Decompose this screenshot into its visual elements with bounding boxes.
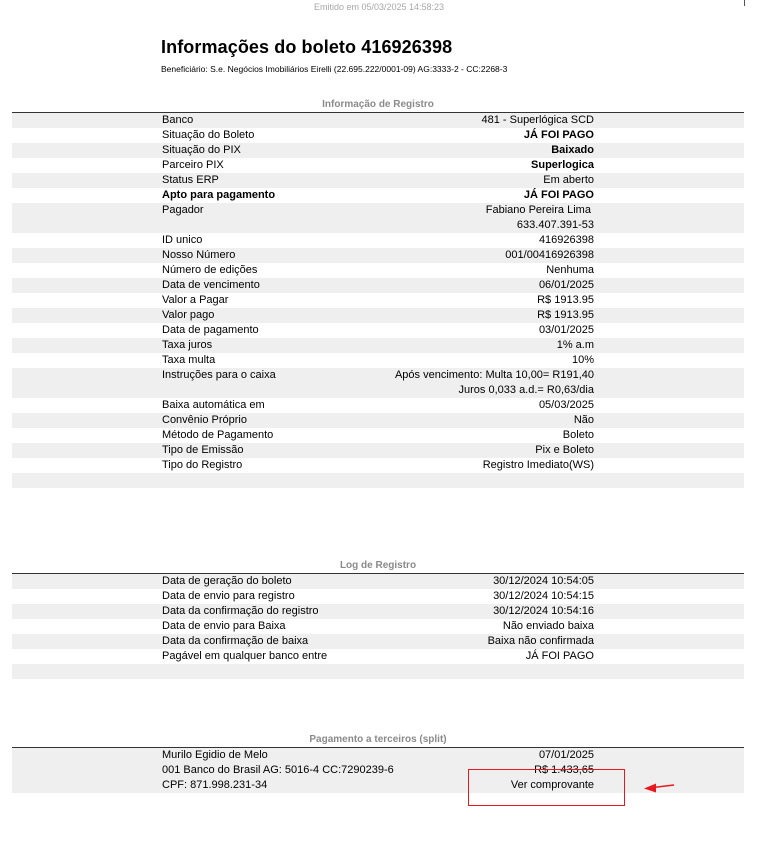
row-label: Método de Pagamento	[162, 429, 274, 441]
row-value: Em aberto	[543, 174, 594, 186]
row-label: Pagável em qualquer banco entre	[162, 650, 328, 662]
table-row	[12, 278, 744, 293]
row-label: Instruções para o caixa	[162, 369, 276, 381]
table-row	[12, 778, 744, 793]
row-value: Após vencimento: Multa 10,00= R191,40	[394, 369, 594, 381]
row-value: 481 - Superlógica SCD	[481, 114, 594, 126]
table-row-empty	[12, 664, 744, 679]
table-row	[12, 649, 744, 664]
emitted-timestamp: Emitido em 05/03/2025 14:58:23	[313, 2, 445, 12]
row-value: 001/00416926398	[505, 249, 594, 261]
row-value: Fabiano Pereira Lima	[485, 204, 594, 216]
row-label: Taxa juros	[162, 339, 213, 351]
table-row	[12, 574, 744, 589]
row-value: Nenhuma	[546, 264, 594, 276]
table-row	[12, 308, 744, 323]
row-label: Situação do Boleto	[162, 129, 255, 141]
row-label: Valor a Pagar	[162, 294, 229, 306]
table-row	[12, 368, 744, 398]
row-label: Murilo Egidio de Melo	[162, 749, 268, 761]
row-value-line2: 633.407.391-53	[516, 219, 594, 231]
row-value: Superlogica	[531, 159, 594, 171]
beneficiary-info: Beneficiário: S.e. Negócios Imobiliários Eirelli (22.695.222/0001-09) AG:3333-2 - CC:2268-3	[161, 64, 508, 74]
row-label: Data de geração do boleto	[162, 575, 292, 587]
row-value: Registro Imediato(WS)	[482, 459, 594, 471]
row-label: Parceiro PIX	[162, 159, 224, 171]
row-label: Tipo do Registro	[162, 459, 243, 471]
table-row	[12, 458, 744, 473]
row-value: 30/12/2024 10:54:15	[493, 590, 594, 602]
table-row	[12, 203, 744, 233]
row-value: 07/01/2025	[538, 749, 594, 761]
row-label: Pagador	[162, 204, 204, 216]
row-value: Baixado	[551, 144, 594, 156]
table-row	[12, 173, 744, 188]
row-label: Banco	[162, 114, 194, 126]
table-row-empty	[12, 473, 744, 488]
row-value: 30/12/2024 10:54:16	[493, 605, 594, 617]
row-value: 416926398	[538, 234, 594, 246]
highlight-box	[468, 769, 625, 806]
row-value: Baixa não confirmada	[487, 635, 594, 647]
row-label: 001 Banco do Brasil AG: 5016-4 CC:7290239-6	[162, 764, 394, 776]
row-label: Data de envio para registro	[162, 590, 295, 602]
row-label: ID unico	[162, 234, 203, 246]
row-value: 10%	[571, 354, 594, 366]
row-label: Valor pago	[162, 309, 215, 321]
row-value: Pix e Boleto	[535, 444, 594, 456]
table-row	[12, 188, 744, 203]
table-row	[12, 143, 744, 158]
table-row	[12, 619, 744, 634]
table-row	[12, 293, 744, 308]
table-row	[12, 748, 744, 763]
row-label: Situação do PIX	[162, 144, 241, 156]
row-label: Número de edições	[162, 264, 258, 276]
registro-table	[12, 113, 744, 488]
table-row	[12, 353, 744, 368]
row-value: JÁ FOI PAGO	[523, 189, 594, 201]
row-value: R$ 1913.95	[537, 294, 594, 306]
log-table	[12, 574, 744, 679]
row-value: Não enviado baixa	[502, 620, 594, 632]
split-heading: Pagamento a terceiros (split)	[309, 734, 447, 745]
row-label: Data de pagamento	[162, 324, 259, 336]
table-row	[12, 113, 744, 128]
row-value: R$ 1913.95	[537, 309, 594, 321]
table-row	[12, 233, 744, 248]
row-value: 1% a.m	[556, 339, 594, 351]
row-value: R$ 1.433,65	[534, 764, 594, 776]
page-title: Informações do boleto 416926398	[161, 37, 453, 57]
log-heading: Log de Registro	[339, 560, 417, 571]
table-row	[12, 604, 744, 619]
arrow-left-icon	[641, 780, 675, 796]
registro-heading: Informação de Registro	[322, 99, 434, 110]
row-label: Status ERP	[162, 174, 219, 186]
row-value: 06/01/2025	[538, 279, 594, 291]
row-value: 05/03/2025	[538, 399, 594, 411]
row-label: Tipo de Emissão	[162, 444, 244, 456]
table-row	[12, 338, 744, 353]
row-value: 30/12/2024 10:54:05	[493, 575, 594, 587]
row-value: JÁ FOI PAGO	[525, 650, 594, 662]
row-value: JÁ FOI PAGO	[523, 129, 594, 141]
row-value: Boleto	[562, 429, 594, 441]
table-row	[12, 128, 744, 143]
table-row	[12, 428, 744, 443]
page-edge-rule	[744, 0, 745, 6]
view-receipt-link[interactable]: Ver comprovante	[510, 779, 594, 791]
table-row	[12, 263, 744, 278]
row-label: Apto para pagamento	[162, 189, 276, 201]
row-label: Baixa automática em	[162, 399, 265, 411]
row-label: Data da confirmação do registro	[162, 605, 319, 617]
row-label: Taxa multa	[162, 354, 216, 366]
table-row	[12, 158, 744, 173]
row-label: Data de vencimento	[162, 279, 260, 291]
row-value-line2: Juros 0,033 a.d.= R0,63/dia	[458, 384, 594, 396]
row-label: Data de envio para Baixa	[162, 620, 286, 632]
row-label: Data da confirmação de baixa	[162, 635, 309, 647]
table-row	[12, 443, 744, 458]
table-row	[12, 413, 744, 428]
table-row	[12, 323, 744, 338]
row-label: Nosso Número	[162, 249, 236, 261]
row-label: CPF: 871.998.231-34	[162, 779, 268, 791]
table-row	[12, 398, 744, 413]
table-row	[12, 589, 744, 604]
row-value: Não	[573, 414, 594, 426]
table-row	[12, 634, 744, 649]
split-table	[12, 748, 744, 793]
row-label: Convênio Próprio	[162, 414, 247, 426]
table-row	[12, 763, 744, 778]
row-value: 03/01/2025	[538, 324, 594, 336]
table-row	[12, 248, 744, 263]
